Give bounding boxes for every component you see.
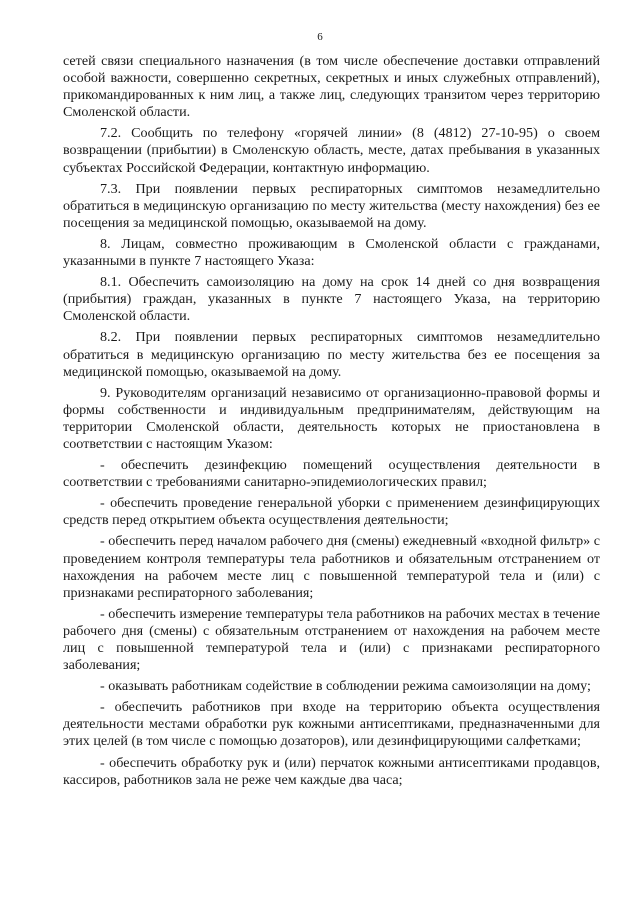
page-number: 6 [317, 31, 323, 43]
list-item-self-isolation-assistance: - оказывать работникам содействие в соблюдении режима самоизоляции на дому; [100, 678, 591, 695]
paragraph-9: 9. Руководителям организаций независимо от организационно-правовой формы и формы собственности и индивидуальным предпринимателям, действующим на территории Смоленской области, деятельность которых не приостановлена в соответствии с настоящим Указом: [63, 384, 600, 452]
list-item-temperature-measurement: - обеспечить измерение температуры тела работников на рабочих местах в течение рабочего дня (смены) с обязательным отстранением от нахождения на рабочем месте лиц с повышенной температурой тела и (или) с признаками респираторного заболевания; [63, 605, 600, 674]
list-item-hand-sanitizing-stations: - обеспечить работников при входе на территорию объекта осуществления деятельности местами обработки рук кожными антисептиками, предназначенными для этих целей (в том числе с помощью дозаторов), или дезинфицирующими салфетками; [63, 699, 600, 750]
paragraph-8-2: 8.2. При появлении первых респираторных симптомов незамедлительно обратиться в медицинскую организацию по месту жительства без ее посещения за медицинской помощью, оказываемой на дому. [63, 329, 600, 380]
paragraph-continuation: сетей связи специального назначения (в том числе обеспечение доставки отправлений особой важности, совершенно секретных, секретных и иных служебных отправлений), прикомандированных к ним лиц, а также лиц, следующих транзитом через территорию Смоленской области. [63, 53, 600, 121]
paragraph-7-2: 7.2. Сообщить по телефону «горячей линии» (8 (4812) 27-10-95) о своем возвращении (прибытии) в Смоленскую область, месте, датах пребывания в указанных субъектах Российской Федерации, контактную информацию. [63, 125, 600, 176]
paragraph-8-1: 8.1. Обеспечить самоизоляцию на дому на срок 14 дней со дня возвращения (прибытия) граждан, указанных в пункте 7 настоящего Указа, на территорию Смоленской области. [63, 274, 600, 325]
list-item-general-cleaning: - обеспечить проведение генеральной уборки с применением дезинфицирующих средств перед открытием объекта осуществления деятельности; [63, 495, 600, 529]
list-item-disinfection: - обеспечить дезинфекцию помещений осуществления деятельности в соответствии с требованиями санитарно-эпидемиологических правил; [63, 457, 600, 491]
paragraph-8: 8. Лицам, совместно проживающим в Смоленской области с гражданами, указанными в пункте 7 настоящего Указа: [63, 235, 600, 270]
list-item-entry-filter: - обеспечить перед началом рабочего дня (смены) ежедневный «входной фильтр» с проведением контроля температуры тела работников и обязательным отстранением от нахождения на рабочем месте лиц с повышенной температурой тела и (или) с признаками респираторного заболевания; [63, 533, 600, 601]
paragraph-7-3: 7.3. При появлении первых респираторных симптомов незамедлительно обратиться в медицинскую организацию по месту жительства (месту нахождения) без ее посещения за медицинской помощью, оказываемой на дому. [63, 180, 600, 231]
list-item-hand-treatment-staff: - обеспечить обработку рук и (или) перчаток кожными антисептиками продавцов, кассиров, работников зала не реже чем каждые два часа; [63, 754, 600, 788]
document-body [63, 53, 600, 793]
